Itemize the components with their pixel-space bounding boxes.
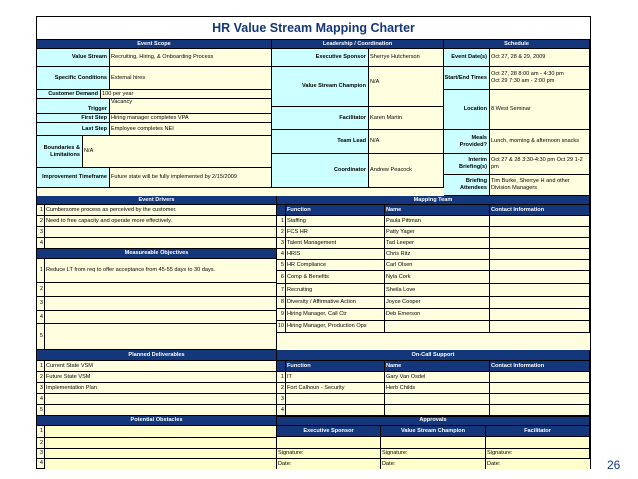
obstacle-number: 1 — [37, 426, 45, 438]
start-end-value — [490, 67, 590, 90]
driver-text — [45, 238, 277, 249]
start-end-label: Start/End Times — [444, 67, 490, 90]
team-row-number: 4 — [277, 249, 286, 260]
objective-text — [45, 283, 277, 297]
objective-number: 4 — [37, 311, 45, 324]
boundaries-value: N/A — [83, 136, 272, 168]
meals-label: Meals Provided? — [444, 130, 490, 154]
oncall-row-name: Gary Van Osdel — [385, 372, 490, 383]
vs-champion-value: N/A — [369, 67, 444, 107]
team-row-name: Patty Yager — [385, 227, 490, 238]
team-row-number: 5 — [277, 260, 286, 271]
team-row-name: Sheila Love — [385, 284, 490, 297]
signature-field-exec[interactable]: Signature: — [277, 449, 381, 459]
oncall-contact-col: Contact Information — [490, 361, 590, 372]
interim-value: Oct 27 & 28 3:30-4:30 pm Oct 29 1-2 pm — [490, 154, 590, 175]
team-row-contact — [490, 309, 590, 321]
location-label: Location — [444, 90, 490, 130]
charter-sheet — [36, 16, 591, 469]
oncall-row-function: IT — [286, 372, 385, 383]
driver-number: 4 — [37, 238, 45, 249]
team-row-function: HRIS — [286, 249, 385, 260]
mapping-team-header: Mapping Team — [277, 196, 590, 205]
driver-text — [45, 227, 277, 238]
team-row-function: HR Compliance — [286, 260, 385, 271]
objective-number: 1 — [37, 259, 45, 283]
vs-champion-label: Value Stream Champion — [272, 67, 369, 107]
facilitator-label: Facilitator — [272, 107, 369, 130]
oncall-row-function — [286, 405, 385, 416]
team-row-contact — [490, 297, 590, 309]
team-num-col — [277, 205, 286, 216]
obstacle-text[interactable] — [45, 459, 277, 469]
boundaries-label: Boundaries & Limitations — [37, 136, 83, 168]
driver-number: 1 — [37, 205, 45, 216]
trigger-label: Trigger — [37, 99, 110, 114]
improvement-value: Future state will be fully implemented by 2/15/2009 — [110, 168, 272, 188]
objective-number: 5 — [37, 324, 45, 350]
team-row-function: Hiring Manager, Production Ops — [286, 321, 385, 333]
briefing-label: Briefing Attendees — [444, 175, 490, 196]
approvals-header: Approvals — [277, 416, 590, 426]
oncall-row-contact — [490, 394, 590, 405]
objective-text — [45, 324, 277, 350]
date-field-facilitator[interactable]: Date: — [486, 459, 590, 469]
trigger-value: Vacancy — [110, 99, 272, 114]
deliverable-number: 5 — [37, 405, 45, 416]
obstacle-text[interactable] — [45, 426, 277, 438]
specific-conditions-value: External hires — [110, 67, 272, 90]
oncall-row-name: Herb Childs — [385, 383, 490, 394]
obstacle-text[interactable] — [45, 449, 277, 459]
objective-text: Reduce LT from req to offer acceptance from 45-55 days to 30 days. — [45, 259, 277, 283]
interim-label: Interim Briefing(s) — [444, 154, 490, 175]
team-row-contact — [490, 284, 590, 297]
team-row-number: 1 — [277, 216, 286, 227]
team-row-contact — [490, 271, 590, 284]
page-title: HR Value Stream Mapping Charter — [37, 17, 590, 40]
deliverable-number: 1 — [37, 361, 45, 372]
obstacle-number: 3 — [37, 449, 45, 459]
deliverable-number: 3 — [37, 383, 45, 394]
team-contact-col: Contact Information — [490, 205, 590, 216]
obstacle-text[interactable] — [45, 438, 277, 449]
deliverable-text — [45, 394, 277, 405]
oncall-row-number: 1 — [277, 372, 286, 383]
customer-demand-value: 100 per year — [101, 90, 272, 99]
driver-number: 2 — [37, 216, 45, 227]
team-row-number: 7 — [277, 284, 286, 297]
approval-col-facilitator: Facilitator — [486, 426, 590, 437]
team-row-contact — [490, 216, 590, 227]
approval-blank — [381, 437, 486, 449]
obstacle-number: 4 — [37, 459, 45, 469]
team-row-name — [385, 321, 490, 333]
event-drivers-header: Event Drivers — [37, 196, 277, 205]
last-step-label: Last Step — [37, 123, 110, 136]
approval-blank — [277, 437, 381, 449]
team-row-name: Tad Leeper — [385, 238, 490, 249]
value-stream-label: Value Stream — [37, 49, 110, 67]
oncall-name-col: Name — [385, 361, 490, 372]
team-function-col: Function — [286, 205, 385, 216]
signature-field-facilitator[interactable]: Signature: — [486, 449, 590, 459]
oncall-row-name — [385, 405, 490, 416]
team-row-function: Hiring Manager, Call Ctr — [286, 309, 385, 321]
team-row-function: Comp & Benefits — [286, 271, 385, 284]
team-row-contact — [490, 321, 590, 333]
team-row-contact — [490, 260, 590, 271]
oncall-row-contact — [490, 383, 590, 394]
oncall-row-function: Fort Calhoun - Security — [286, 383, 385, 394]
first-step-value: Hiring manager completes VPA — [110, 114, 272, 123]
measurable-objectives-header: Measureable Objectives — [37, 249, 277, 259]
page-number: 26 — [607, 458, 621, 472]
event-dates-value: Oct 27, 28 & 29, 2009 — [490, 49, 590, 67]
improvement-label: Improvement Timeframe — [37, 168, 110, 188]
oncall-function-col: Function — [286, 361, 385, 372]
team-row-function: FCS HR — [286, 227, 385, 238]
team-row-name: Chris Ritz — [385, 249, 490, 260]
team-row-number: 10 — [277, 321, 286, 333]
team-row-function: Talent Management — [286, 238, 385, 249]
team-row-number: 8 — [277, 297, 286, 309]
team-row-function: Diversity / Affirmative Action — [286, 297, 385, 309]
team-row-name: Joyce Cooper — [385, 297, 490, 309]
oncall-row-name — [385, 394, 490, 405]
first-step-label: First Step — [37, 114, 110, 123]
exec-sponsor-label: Executive Sponsor — [272, 49, 369, 67]
driver-number: 3 — [37, 227, 45, 238]
potential-obstacles-header: Potential Obstacles — [37, 416, 277, 426]
oncall-row-function — [286, 394, 385, 405]
coordinator-value: Andrew Peacock — [369, 154, 444, 188]
approval-col-champion: Value Stream Champion — [381, 426, 486, 437]
customer-demand-label: Customer Demand — [37, 90, 101, 99]
event-dates-label: Event Date(s) — [444, 49, 490, 67]
oncall-row-number: 3 — [277, 394, 286, 405]
deliverable-text: Implementation Plan — [45, 383, 277, 394]
team-row-number: 6 — [277, 271, 286, 284]
oncall-row-number: 2 — [277, 383, 286, 394]
deliverable-number: 4 — [37, 394, 45, 405]
objective-text — [45, 311, 277, 324]
team-row-number: 2 — [277, 227, 286, 238]
last-step-value: Employee completes NEI — [110, 123, 272, 136]
briefing-value: Tim Burke, Sherrye H and other Division Managers — [490, 175, 590, 196]
deliverable-text: Future State VSM — [45, 372, 277, 383]
deliverable-text — [45, 405, 277, 416]
location-value: 8 West Seminar — [490, 90, 590, 130]
schedule-header: Schedule — [444, 40, 590, 49]
oncall-row-contact — [490, 405, 590, 416]
deliverable-number: 2 — [37, 372, 45, 383]
date-field-champion[interactable]: Date: — [381, 459, 486, 469]
team-row-name: Nyla Cork — [385, 271, 490, 284]
team-row-contact — [490, 227, 590, 238]
meals-value: Lunch, morning & afternoon snacks — [490, 130, 590, 154]
team-row-function: Staffing — [286, 216, 385, 227]
team-row-contact — [490, 249, 590, 260]
signature-field-champion[interactable]: Signature: — [381, 449, 486, 459]
oncall-row-number: 4 — [277, 405, 286, 416]
deliverable-text: Current State VSM — [45, 361, 277, 372]
approval-blank — [486, 437, 590, 449]
team-row-name: Carl Olsen — [385, 260, 490, 271]
event-scope-header: Event Scope — [37, 40, 272, 49]
team-lead-value: N/A — [369, 130, 444, 154]
exec-sponsor-value: Sherrye Hutcherson — [369, 49, 444, 67]
value-stream-value: Recruiting, Hiring, & Onboarding Process — [110, 49, 272, 67]
team-row-number: 9 — [277, 309, 286, 321]
driver-text: Cumbersome process as perceived by the customer. — [45, 205, 277, 216]
date-field-exec[interactable]: Date: — [277, 459, 381, 469]
team-lead-label: Team Lead — [272, 130, 369, 154]
team-name-col: Name — [385, 205, 490, 216]
on-call-support-header: On-Call Support — [277, 350, 590, 361]
objective-text — [45, 297, 277, 311]
objective-number: 3 — [37, 297, 45, 311]
coordinator-label: Coordinator — [272, 154, 369, 188]
oncall-filler — [277, 416, 590, 417]
driver-text: Need to free capacity and operate more effectively. — [45, 216, 277, 227]
start-end-line-2: Oct 29 7:30 am - 2:00 pm — [491, 78, 555, 84]
planned-deliverables-header: Planned Deliverables — [37, 350, 277, 361]
approval-col-exec: Executive Sponsor — [277, 426, 381, 437]
oncall-num-col — [277, 361, 286, 372]
team-row-number: 3 — [277, 238, 286, 249]
team-row-name: Paula Pittman — [385, 216, 490, 227]
team-row-name: Deb Emerson — [385, 309, 490, 321]
specific-conditions-label: Specific Conditions — [37, 67, 110, 90]
team-row-contact — [490, 238, 590, 249]
objective-number: 2 — [37, 283, 45, 297]
obstacle-number: 2 — [37, 438, 45, 449]
start-end-line-1: Oct 27, 28 8:00 am - 4:30 pm — [491, 71, 564, 78]
oncall-row-contact — [490, 372, 590, 383]
team-row-function: Recruiting — [286, 284, 385, 297]
facilitator-value: Karen Martin — [369, 107, 444, 130]
leadership-header: Leadership / Coordination — [272, 40, 444, 49]
